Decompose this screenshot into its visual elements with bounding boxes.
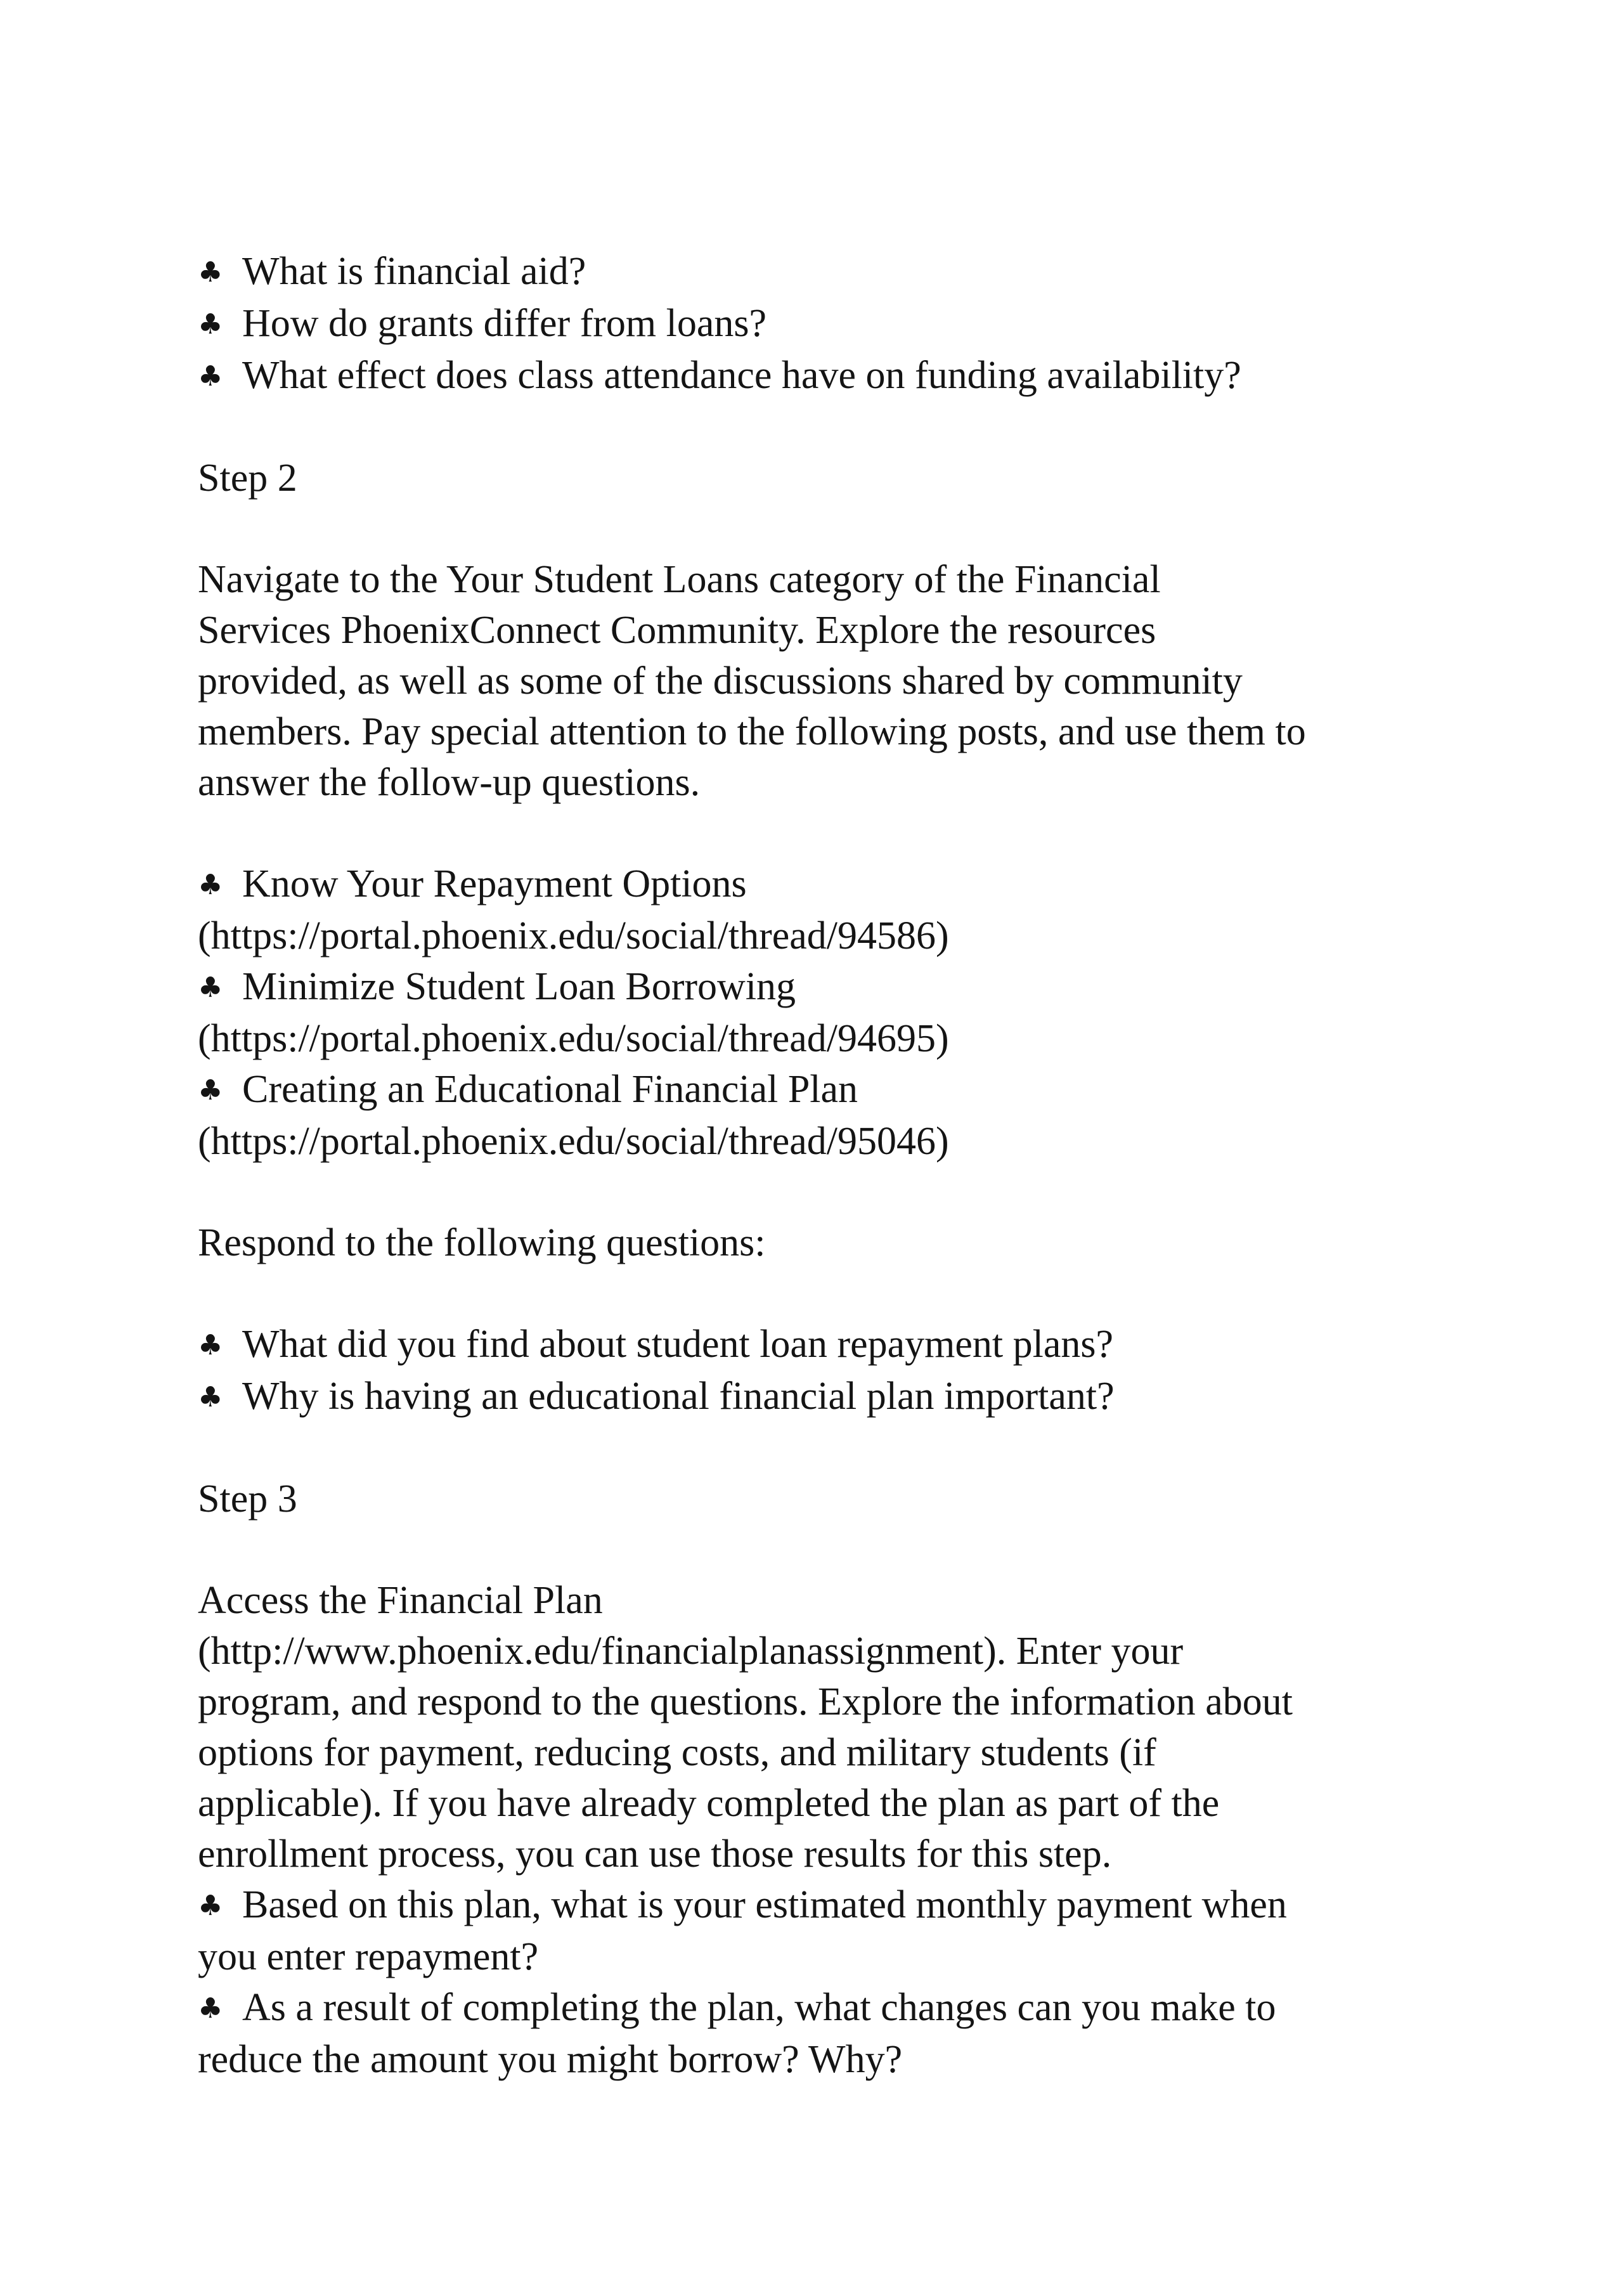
- paragraph-line: Access the Financial Plan: [198, 1579, 603, 1622]
- paragraph-line: program, and respond to the questions. Explore the information about: [198, 1680, 1293, 1723]
- spacer: [198, 503, 1466, 554]
- post-title-text: Creating an Educational Financial Plan: [242, 1068, 858, 1111]
- list-item: [198, 1879, 1466, 1931]
- step3-heading: Step 3: [198, 1477, 297, 1521]
- spacer: [198, 402, 1466, 453]
- club-suit-icon: ♣: [198, 256, 223, 289]
- step3-paragraph: [198, 1575, 1466, 1879]
- post-title-text: Know Your Repayment Options: [242, 862, 747, 905]
- post-title: [198, 1064, 1466, 1116]
- club-suit-icon: ♣: [198, 1890, 223, 1922]
- paragraph-line: provided, as well as some of the discussions shared by community: [198, 659, 1243, 703]
- post-link[interactable]: (https://portal.phoenix.edu/social/thread/94695): [198, 1017, 949, 1060]
- paragraph-line: members. Pay special attention to the following posts, and use them to: [198, 710, 1306, 753]
- step2-paragraph: [198, 554, 1466, 808]
- club-suit-icon: ♣: [198, 869, 223, 901]
- club-suit-icon: ♣: [198, 360, 223, 392]
- club-suit-icon: ♣: [198, 1381, 223, 1413]
- step2-question-list: [198, 1319, 1466, 1423]
- list-item: [198, 246, 1466, 298]
- respond-label: Respond to the following questions:: [198, 1221, 766, 1264]
- post-link[interactable]: (https://portal.phoenix.edu/social/thread/95046): [198, 1120, 949, 1163]
- paragraph-line: options for payment, reducing costs, and military students (if: [198, 1731, 1156, 1774]
- post-link[interactable]: (https://portal.phoenix.edu/social/thread/94586): [198, 914, 949, 957]
- step2-post-list: [198, 859, 1466, 1167]
- bullet-text: What effect does class attendance have on funding availability?: [242, 354, 1241, 397]
- list-item: [198, 1319, 1466, 1371]
- spacer: [198, 808, 1466, 859]
- paragraph-line: answer the follow-up questions.: [198, 761, 701, 804]
- bullet-text: How do grants differ from loans?: [242, 302, 767, 345]
- club-suit-icon: ♣: [198, 1329, 223, 1361]
- question-text: Based on this plan, what is your estimated monthly payment when: [242, 1883, 1287, 1926]
- step3-question-list: [198, 1879, 1466, 2085]
- list-item: [198, 350, 1466, 402]
- list-item: [198, 1371, 1466, 1423]
- document-body: [198, 246, 1466, 2085]
- question-text: What did you find about student loan repayment plans?: [242, 1323, 1113, 1366]
- club-suit-icon: ♣: [198, 308, 223, 341]
- spacer: [198, 1524, 1466, 1575]
- club-suit-icon: ♣: [198, 971, 223, 1004]
- list-item: [198, 298, 1466, 350]
- spacer: [198, 1167, 1466, 1217]
- paragraph-line: enrollment process, you can use those results for this step.: [198, 1832, 1112, 1876]
- bullet-text: What is financial aid?: [242, 250, 586, 293]
- question-text: As a result of completing the plan, what changes can you make to: [242, 1986, 1276, 2029]
- spacer: [198, 1423, 1466, 1474]
- post-title-text: Minimize Student Loan Borrowing: [242, 965, 796, 1008]
- post-title: [198, 961, 1466, 1013]
- club-suit-icon: ♣: [198, 1074, 223, 1106]
- paragraph-line: applicable). If you have already completed the plan as part of the: [198, 1782, 1220, 1825]
- spacer: [198, 1268, 1466, 1319]
- paragraph-line: (http://www.phoenix.edu/financialplanassignment). Enter your: [198, 1630, 1184, 1673]
- club-suit-icon: ♣: [198, 1992, 223, 2025]
- paragraph-line: Navigate to the Your Student Loans category of the Financial: [198, 558, 1161, 601]
- paragraph-line: Services PhoenixConnect Community. Explore the resources: [198, 609, 1156, 652]
- list-item: [198, 1982, 1466, 2034]
- step2-heading: Step 2: [198, 457, 297, 500]
- post-title: [198, 859, 1466, 911]
- question-continuation: you enter repayment?: [198, 1935, 539, 1978]
- question-continuation: reduce the amount you might borrow? Why?: [198, 2038, 903, 2081]
- step1-bullet-list: [198, 246, 1466, 402]
- question-text: Why is having an educational financial plan important?: [242, 1375, 1115, 1418]
